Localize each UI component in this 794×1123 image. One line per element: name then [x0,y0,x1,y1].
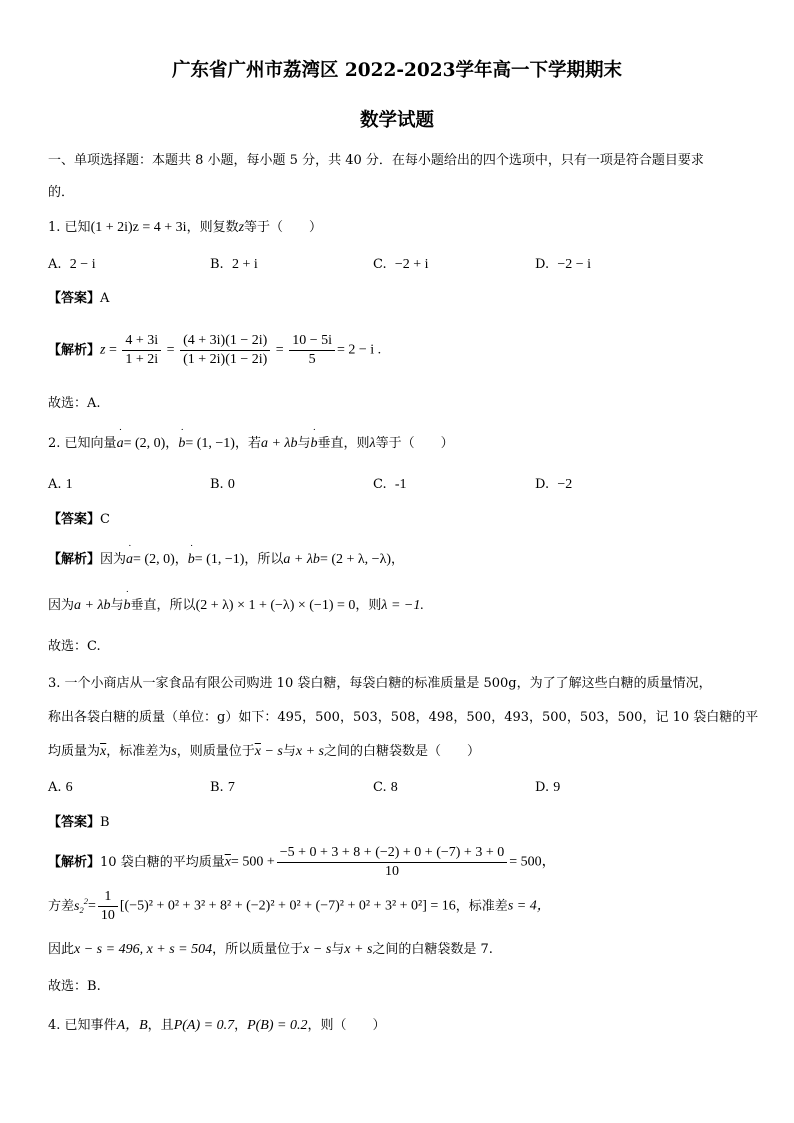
fraction: $\frac{-5 + 0 + 3 + 8 + (-2) + 0 + (-7) + 3 + 0}{10}$ [277,846,508,879]
math-expression: (1 + 2i)z = 4 + 3i [90,220,187,235]
option-b: B. 2 + i [210,257,258,272]
question-3-solution-mean: 【解析】10 袋白糖的平均质量$\overline{x}= 500$ + $\frac{-5 + 0 + 3 + 8 + (-2) + 0 + (-7) + 3 + 0}{10}$ = 500， [48,845,556,879]
question-1-conclusion: 故选：A. [48,396,101,411]
page-title: 广东省广州市荔湾区 2022-2023学年高一下学期期末 [171,60,623,81]
fraction: $\frac{4 + 3i}{1 + 2i}$ [122,334,161,367]
option-d: D. 9 [535,780,561,795]
question-3-solution-variance: 方差$s_2^2=$ $\frac{1}{10}$ [(−5)² + 0² + 3² + 8² + (−2)² + 0² + (−7)² + 0² + 3² + 0²] = 16，标准差s = 4， [48,889,551,923]
question-number: 1. [48,220,61,235]
option-c: C. -1 [373,477,407,492]
fraction: $\frac{1}{10}$ [98,890,118,923]
option-a: A. 1 [48,477,73,492]
question-3-stem-line2: 称出各袋白糖的质量（单位：g）如下：495，500，503，508，498，500，493，500，503，500，记 10 袋白糖的平 [48,710,759,725]
option-c: C. −2 + i [373,257,429,272]
question-3-stem-line1: 3. 一个小商店从一家食品有限公司购进 10 袋白糖，每袋白糖的标准质量是 500g，为了了解这些白糖的质量情况， [48,676,712,691]
option-b: B. 7 [210,780,235,795]
section-heading: 一、单项选择题：本题共 8 小题，每小题 5 分，共 40 分．在每小题给出的四个选项中，只有一项是符合题目要求 [48,153,704,168]
question-3-stem-line3: 均质量为$\overline{x}$，标准差为s，则质量位于$\overline{x} - s$与x + s之间的白糖袋数是（ ） [48,744,480,759]
option-d: D. −2 − i [535,257,592,272]
fraction: $\frac{(4 + 3i)(1 - 2i)}{(1 + 2i)(1 - 2i)}$ [180,334,270,367]
question-2-answer: 【答案】C [48,512,110,527]
question-2-stem: 2. 已知向量˙ a= (2, 0)，˙ b= (1, −1)，若a + λb与˙ b垂直，则λ等于（ ） [48,437,454,451]
option-c: C. 8 [373,780,398,795]
question-1-stem: 1. 已知(1 + 2i)z = 4 + 3i，则复数z等于（ ） [48,220,323,235]
option-a: A. 6 [48,780,73,795]
fraction: $\frac{10 - 5i}{5}$ [289,334,335,367]
page-subtitle: 数学试题 [359,110,434,131]
question-3-solution-conclusion: 因此x − s = 496, x + s = 504，所以质量位于x − s与x + s之间的白糖袋数是 7. [48,942,493,957]
question-1-answer: 【答案】A [48,291,110,306]
question-number: 3. [48,676,61,691]
question-1-solution: 【解析】z = $\frac{4 + 3i}{1 + 2i}$ = $\frac{(4 + 3i)(1 - 2i)}{(1 + 2i)(1 - 2i)}$ = $\frac{10 - 5i}{5}$ = 2 − i . [48,333,382,367]
option-b: B. 0 [210,477,235,492]
question-4-stem: 4. 已知事件A，B，且P(A) = 0.7，P(B) = 0.2，则（ ） [48,1018,386,1033]
question-3-conclusion: 故选：B. [48,979,101,994]
question-3-answer: 【答案】B [48,815,110,830]
option-d: D. −2 [535,477,573,492]
option-a: A. 2 − i [48,257,96,272]
question-number: 4. [48,1018,61,1033]
question-2-conclusion: 故选：C. [48,639,101,654]
question-2-solution-line1: 【解析】因为˙ a= (2, 0)，˙ b= (1, −1)，所以a + λb= (2 + λ, −λ)， [48,553,404,567]
question-number: 2. [48,436,61,451]
section-heading-cont: 的． [48,185,75,200]
question-2-solution-line2: 因为a + λb与˙ b垂直，所以(2 + λ) × 1 + (−λ) × (−1) = 0，则λ = −1. [48,599,424,613]
